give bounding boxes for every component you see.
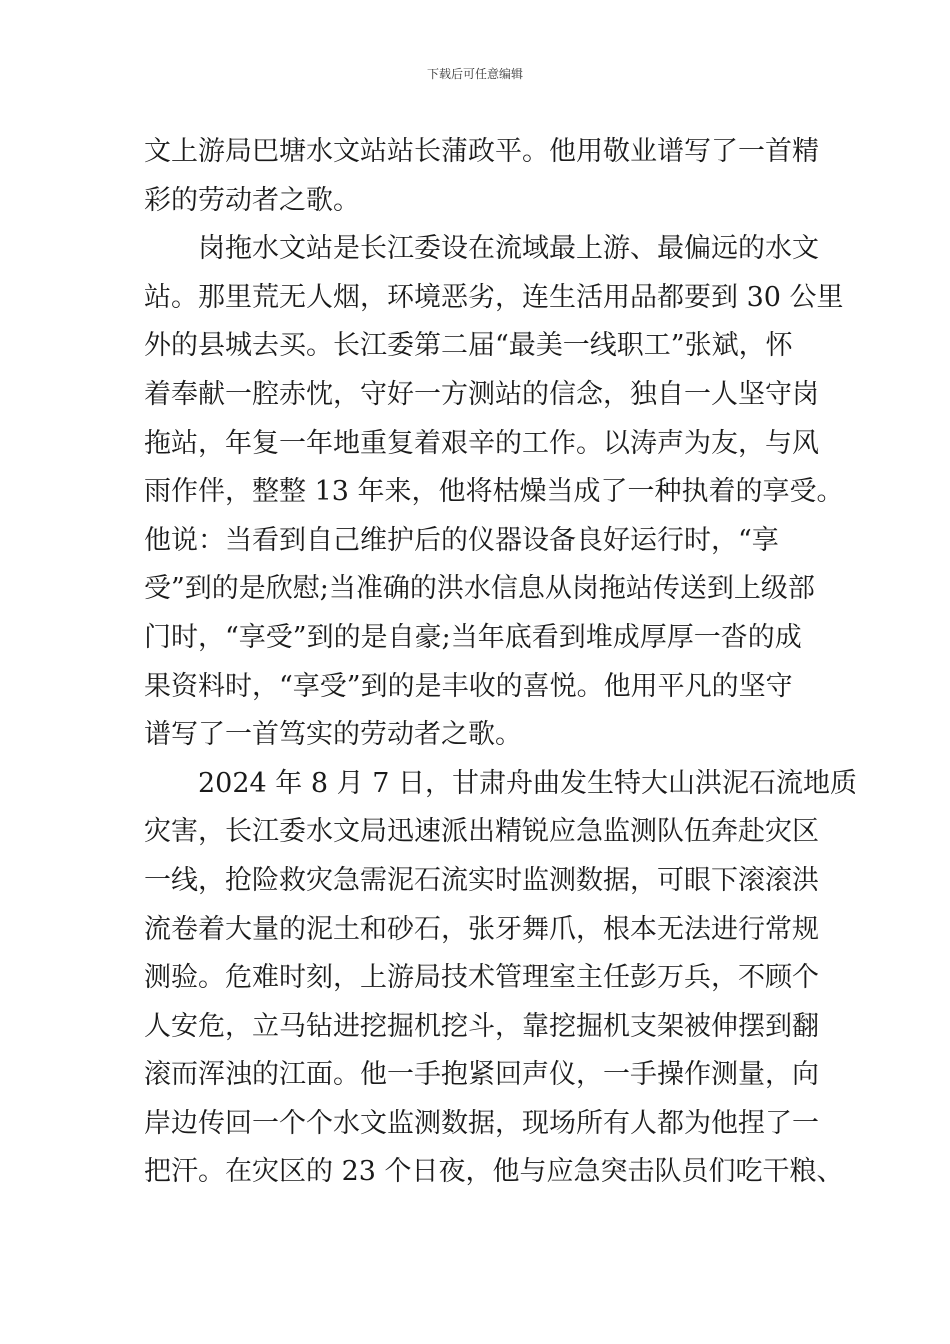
text-line: 门时，“享受”到的是自豪;当年底看到堆成厚厚一沓的成 — [144, 621, 802, 653]
text-line: 雨作伴，整整 13 年来，他将枯燥当成了一种执着的享受。 — [144, 476, 844, 508]
text-line: 测验。危难时刻，上游局技术管理室主任彭万兵，不顾个 — [144, 962, 819, 994]
text-line: 外的县城去买。长江委第二届“最美一线职工”张斌，怀 — [144, 330, 793, 362]
text-line: 着奉献一腔赤忱，守好一方测站的信念，独自一人坚守岗 — [144, 378, 819, 410]
text-line: 受”到的是欣慰;当准确的洪水信息从岗拖站传送到上级部 — [144, 573, 815, 605]
text-line: 岗拖水文站是长江委设在流域最上游、最偏远的水文 — [198, 233, 819, 265]
text-line: 一线，抢险救灾急需泥石流实时监测数据，可眼下滚滚洪 — [144, 864, 819, 896]
text-line: 站。那里荒无人烟，环境恶劣，连生活用品都要到 30 公里 — [144, 281, 844, 313]
text-line: 谱写了一首笃实的劳动者之歌。 — [144, 719, 522, 751]
text-line: 滚而浑浊的江面。他一手抱紧回声仪，一手操作测量，向 — [144, 1059, 819, 1091]
text-line: 人安危，立马钻进挖掘机挖斗，靠挖掘机支架被伸摆到翻 — [144, 1010, 819, 1042]
text-line: 把汗。在灾区的 23 个日夜，他与应急突击队员们吃干粮、 — [144, 1156, 844, 1188]
text-line: 文上游局巴塘水文站站长蒲政平。他用敬业谱写了一首精 — [144, 136, 819, 167]
paragraph-3 — [144, 760, 857, 1197]
text-line: 拖站，年复一年地重复着艰辛的工作。以涛声为友，与风 — [144, 427, 819, 459]
paragraph-2 — [144, 225, 844, 760]
text-line: 岸边传回一个个水文监测数据，现场所有人都为他捏了一 — [144, 1107, 819, 1139]
text-line: 他说：当看到自己维护后的仪器设备良好运行时，“享 — [144, 524, 779, 556]
page-header: 下载后可任意编辑 — [426, 67, 523, 81]
text-line: 流卷着大量的泥土和砂石，张牙舞爪，根本无法进行常规 — [144, 913, 819, 945]
paragraph-1 — [144, 128, 819, 225]
text-line: 灾害，长江委水文局迅速派出精锐应急监测队伍奔赴灾区 — [144, 816, 819, 848]
text-line: 果资料时，“享受”到的是丰收的喜悦。他用平凡的坚守 — [144, 670, 793, 702]
text-line: 2024 年 8 月 7 日，甘肃舟曲发生特大山洪泥石流地质 — [198, 767, 857, 799]
text-line: 彩的劳动者之歌。 — [144, 184, 360, 216]
document-body — [144, 128, 857, 1197]
